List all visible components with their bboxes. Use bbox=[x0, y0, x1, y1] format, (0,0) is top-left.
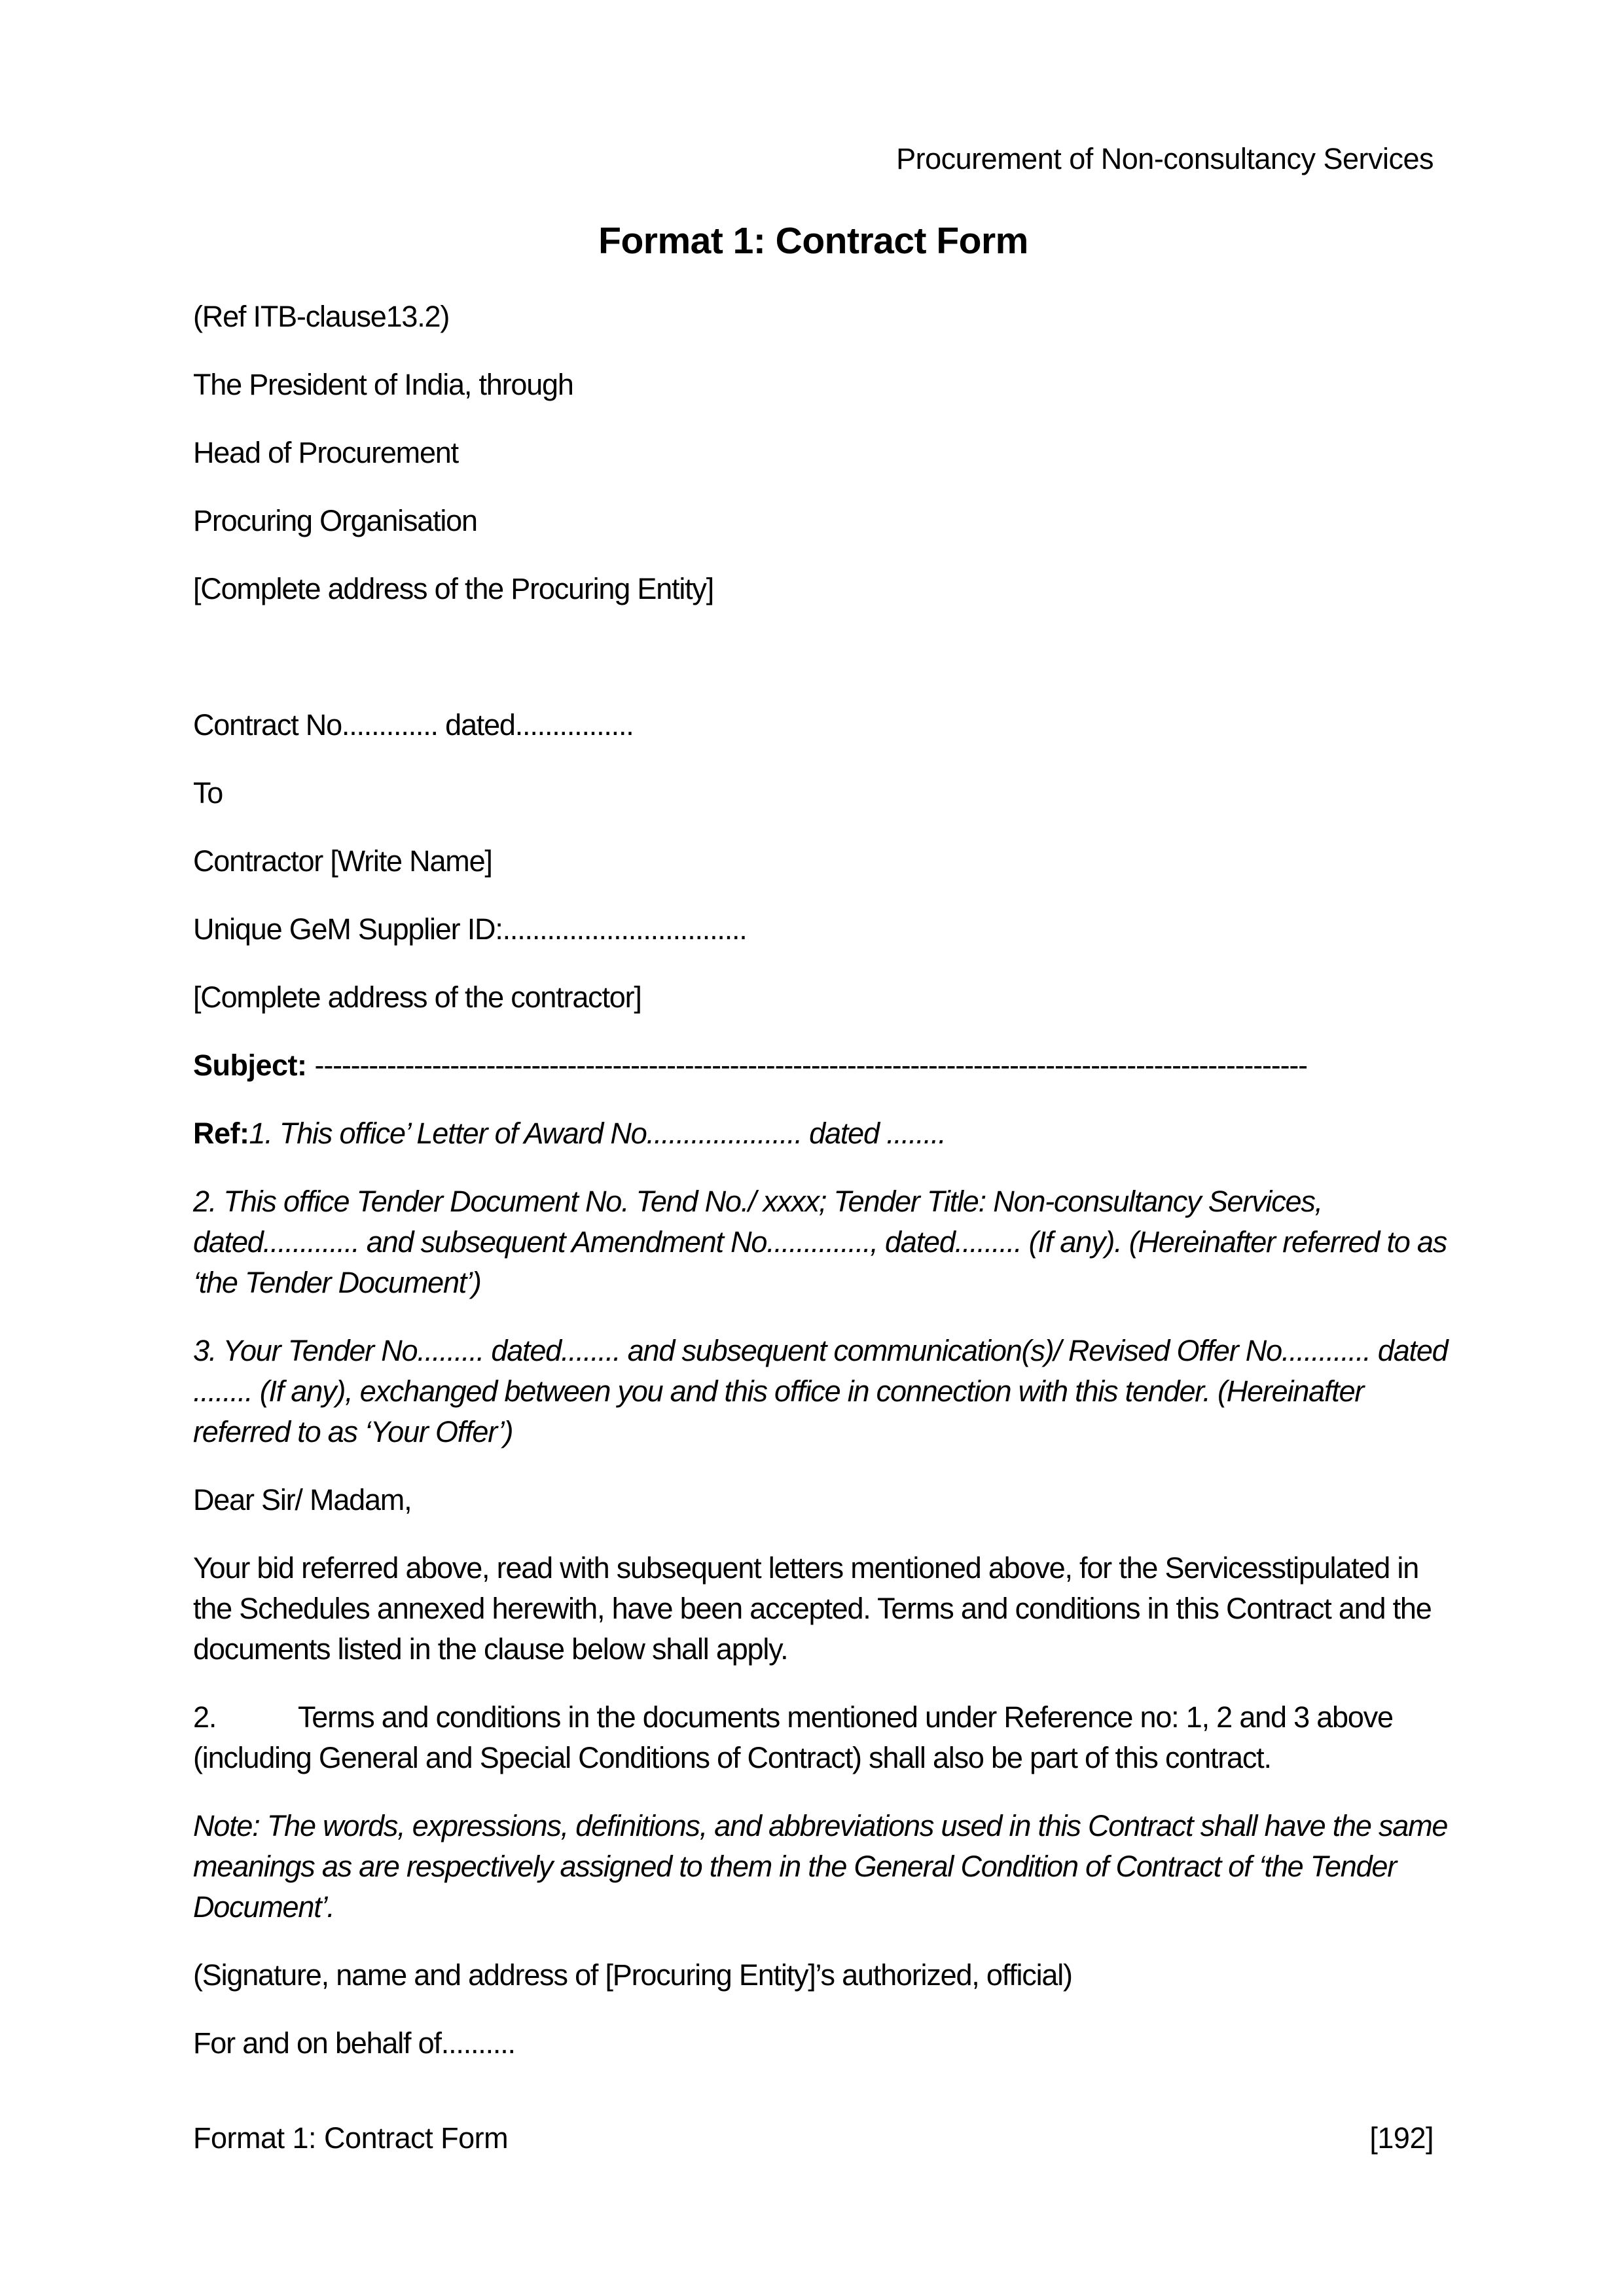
acceptance-line: documents listed in the clause below shall apply. bbox=[193, 1632, 788, 1666]
contractor-address-line bbox=[193, 977, 1434, 1018]
salutation bbox=[193, 1480, 1434, 1520]
ref-item-3-line: ........ (If any), exchanged between you and this office in connection with this tender. (Hereinafter bbox=[193, 1374, 1364, 1408]
note-line: Document’. bbox=[193, 1890, 334, 1924]
addressee-entity-address bbox=[193, 569, 1434, 609]
note-paragraph bbox=[193, 1806, 1448, 1928]
page-title: Format 1: Contract Form bbox=[598, 220, 1028, 262]
ref-itb-clause bbox=[193, 296, 1434, 337]
note-line: meanings as are respectively assigned to them in the General Condition of Contract of ‘the Tender bbox=[193, 1850, 1397, 1883]
addressee-head-of-procurement bbox=[193, 433, 1434, 473]
addressee-line: [Complete address of the Procuring Entity] bbox=[193, 572, 714, 605]
ref-item-3 bbox=[193, 1331, 1448, 1452]
acceptance-line: Your bid referred above, read with subsequent letters mentioned above, for the Servicesstipulated in bbox=[193, 1551, 1419, 1585]
behalf-line bbox=[193, 2023, 1434, 2064]
addressee-president bbox=[193, 365, 1434, 405]
acceptance-paragraph bbox=[193, 1548, 1434, 1670]
to-line bbox=[193, 773, 1434, 814]
ref-line-1 bbox=[193, 1113, 1434, 1154]
ref-label: Ref: bbox=[193, 1117, 249, 1150]
ref-item-1-text: 1. This office’ Letter of Award No..................... dated ........ bbox=[249, 1117, 946, 1150]
ref-itb-clause-text: (Ref ITB-clause13.2) bbox=[193, 300, 450, 333]
gem-supplier-id-text: Unique GeM Supplier ID:................................. bbox=[193, 912, 747, 946]
salutation-text: Dear Sir/ Madam, bbox=[193, 1483, 412, 1516]
subject-line bbox=[193, 1045, 1434, 1086]
terms-clause-line: (including General and Special Conditions of Contract) shall also be part of this contract. bbox=[193, 1741, 1271, 1774]
subject-dash-rule: -------------------------------------------------------------------------------------------------------------- bbox=[314, 1049, 1307, 1082]
behalf-text: For and on behalf of.......... bbox=[193, 2026, 515, 2060]
to-text: To bbox=[193, 776, 223, 810]
footer-page-number: [192] bbox=[1369, 2121, 1434, 2155]
contractor-name-text: Contractor [Write Name] bbox=[193, 844, 492, 878]
contractor-name-line bbox=[193, 841, 1434, 882]
addressee-line: The President of India, through bbox=[193, 368, 573, 401]
ref-item-3-line: referred to as ‘Your Offer’) bbox=[193, 1415, 513, 1448]
contractor-address-text: [Complete address of the contractor] bbox=[193, 980, 641, 1014]
ref-item-2 bbox=[193, 1181, 1447, 1303]
ref-item-2-line: dated............. and subsequent Amendment No.............., dated......... (If any). (Hereinafter referred to as bbox=[193, 1225, 1447, 1259]
signature-line bbox=[193, 1955, 1434, 1996]
gem-supplier-id-line bbox=[193, 909, 1434, 950]
page-footer bbox=[193, 2118, 1434, 2159]
acceptance-line: the Schedules annexed herewith, have been accepted. Terms and conditions in this Contract and the bbox=[193, 1592, 1432, 1625]
footer-title: Format 1: Contract Form bbox=[193, 2121, 509, 2155]
addressee-line: Head of Procurement bbox=[193, 436, 458, 469]
ref-item-3-line: 3. Your Tender No......... dated........ and subsequent communication(s)/ Revised Offer No............ dated bbox=[193, 1334, 1448, 1367]
note-line: Note: The words, expressions, definitions, and abbreviations used in this Contract shall have the same bbox=[193, 1809, 1448, 1842]
terms-clause-number: 2. bbox=[193, 1700, 217, 1734]
terms-clause-paragraph bbox=[193, 1697, 1434, 1778]
ref-item-2-line: 2. This office Tender Document No. Tend No./ xxxx; Tender Title: Non-consultancy Services, bbox=[193, 1185, 1322, 1218]
subject-label: Subject: bbox=[193, 1049, 315, 1082]
addressee-procuring-organisation bbox=[193, 501, 1434, 541]
contract-no-text: Contract No............. dated................ bbox=[193, 708, 634, 742]
header-note: Procurement of Non-consultancy Services bbox=[896, 142, 1434, 175]
ref-item-2-line: ‘the Tender Document’) bbox=[193, 1266, 481, 1299]
contract-no-line bbox=[193, 705, 1434, 745]
addressee-line: Procuring Organisation bbox=[193, 504, 477, 537]
blank-line bbox=[193, 637, 1434, 705]
signature-text: (Signature, name and address of [Procuring Entity]’s authorized, official) bbox=[193, 1958, 1072, 1992]
terms-clause-line: Terms and conditions in the documents mentioned under Reference no: 1, 2 and 3 above bbox=[298, 1700, 1393, 1734]
